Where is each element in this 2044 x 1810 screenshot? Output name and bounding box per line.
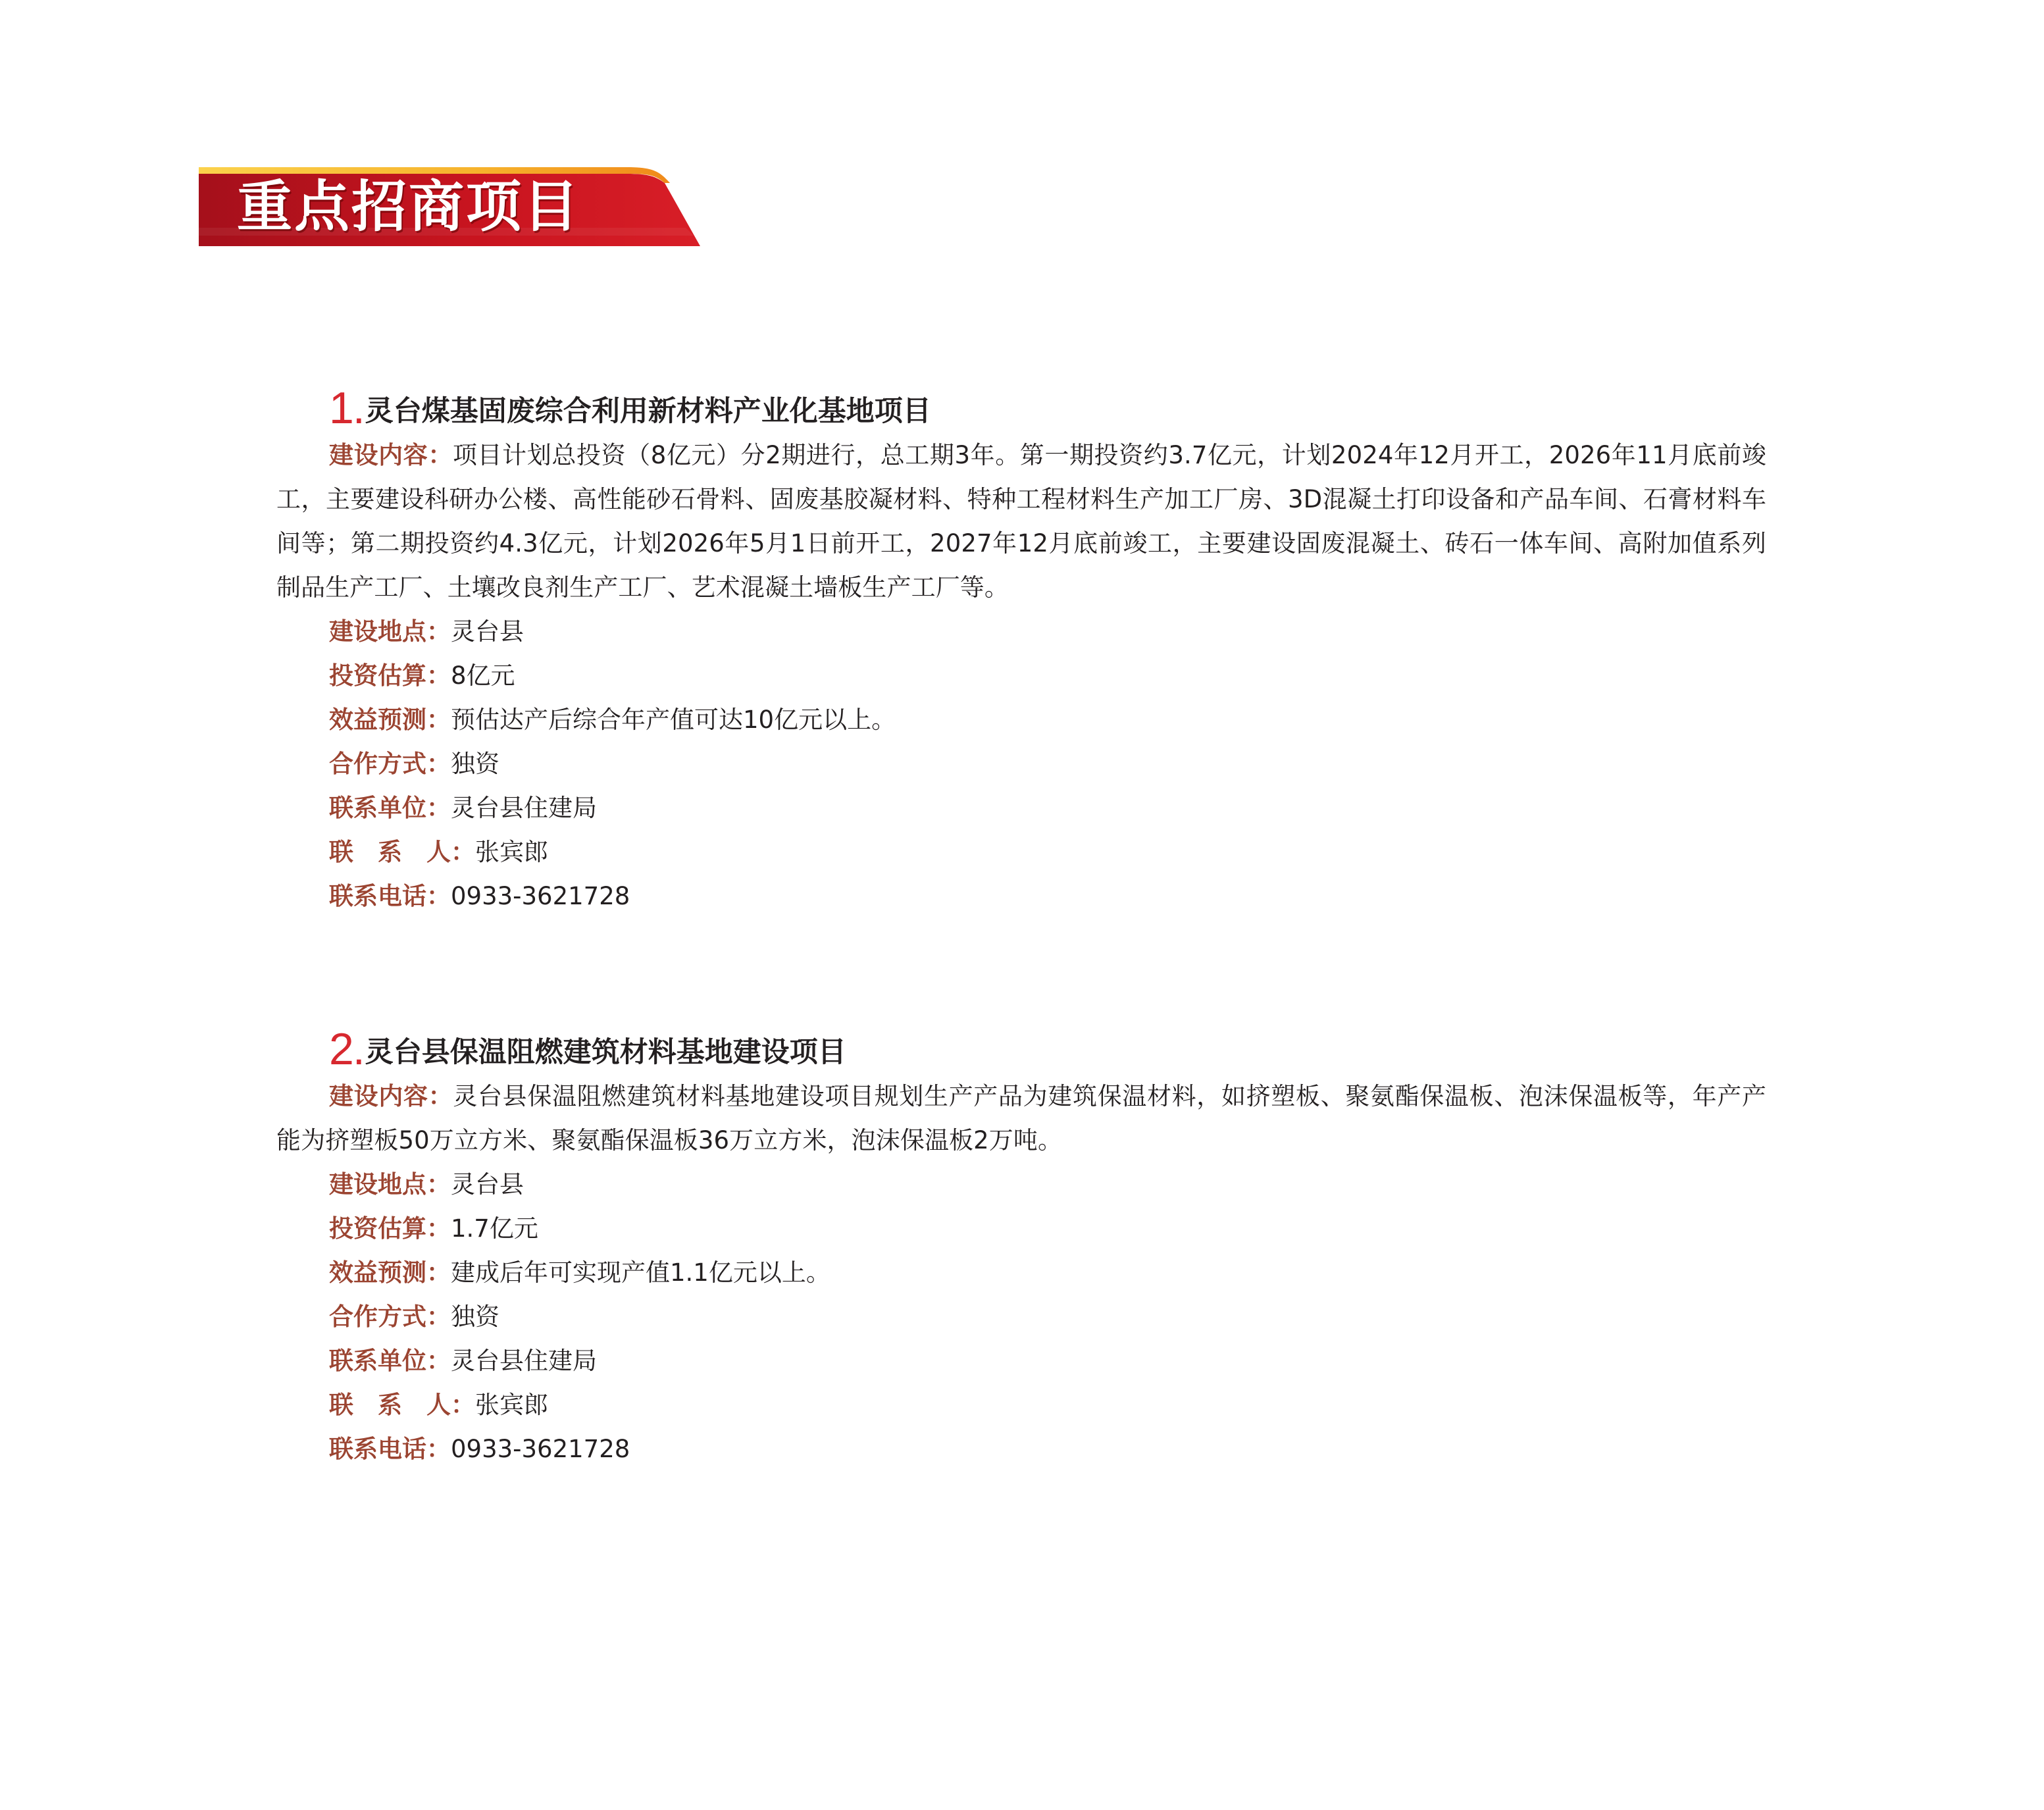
label-location: 建设地点： — [329, 617, 451, 646]
field-investment — [276, 1206, 1766, 1251]
field-phone — [276, 1427, 1766, 1471]
field-benefit — [276, 1251, 1766, 1295]
field-content — [276, 433, 1766, 609]
field-person — [276, 830, 1766, 874]
value-cooperation: 独资 — [451, 750, 499, 778]
label-investment: 投资估算： — [329, 1214, 451, 1243]
label-person: 联 系 人： — [329, 1391, 475, 1419]
label-investment: 投资估算： — [329, 661, 451, 690]
value-location: 灵台县 — [451, 617, 524, 646]
value-phone: 0933-3621728 — [451, 882, 630, 910]
section-banner — [199, 167, 700, 246]
value-investment: 8亿元 — [451, 661, 515, 690]
project-heading — [329, 1024, 1766, 1074]
project-number: 2. — [329, 1024, 364, 1074]
label-content: 建设内容： — [329, 441, 453, 469]
value-location: 灵台县 — [451, 1170, 524, 1199]
label-location: 建设地点： — [329, 1170, 451, 1199]
label-phone: 联系电话： — [329, 1435, 451, 1463]
value-phone: 0933-3621728 — [451, 1435, 630, 1463]
field-content — [276, 1074, 1766, 1162]
field-unit — [276, 786, 1766, 830]
project-title: 灵台县保温阻燃建筑材料基地建设项目 — [365, 1036, 846, 1069]
project-card — [276, 383, 1766, 918]
label-person: 联 系 人： — [329, 838, 475, 866]
project-number: 1. — [329, 383, 364, 433]
project-card — [276, 1024, 1766, 1471]
value-person: 张宾郎 — [475, 1391, 548, 1419]
label-cooperation: 合作方式： — [329, 1303, 451, 1331]
value-investment: 1.7亿元 — [451, 1214, 538, 1243]
field-cooperation — [276, 742, 1766, 786]
label-benefit: 效益预测： — [329, 1258, 451, 1287]
field-phone — [276, 874, 1766, 918]
field-cooperation — [276, 1295, 1766, 1339]
field-unit — [276, 1339, 1766, 1383]
field-location — [276, 1162, 1766, 1206]
label-phone: 联系电话： — [329, 882, 451, 910]
label-unit: 联系单位： — [329, 794, 451, 822]
field-location — [276, 609, 1766, 654]
section-title: 重点招商项目 — [237, 174, 581, 239]
value-content: 灵台县保温阻燃建筑材料基地建设项目规划生产产品为建筑保温材料，如挤塑板、聚氨酯保温板、泡沫保温板等，年产产能为挤塑板50万立方米、聚氨酯保温板36万立方米，泡沫保温板2万吨。 — [276, 1082, 1767, 1154]
field-investment — [276, 654, 1766, 698]
label-content: 建设内容： — [329, 1082, 453, 1110]
label-cooperation: 合作方式： — [329, 750, 451, 778]
field-person — [276, 1383, 1766, 1427]
label-unit: 联系单位： — [329, 1347, 451, 1375]
project-heading — [329, 383, 1766, 433]
label-benefit: 效益预测： — [329, 706, 451, 734]
value-benefit: 预估达产后综合年产值可达10亿元以上。 — [451, 706, 896, 734]
value-cooperation: 独资 — [451, 1303, 499, 1331]
value-unit: 灵台县住建局 — [451, 1347, 597, 1375]
value-benefit: 建成后年可实现产值1.1亿元以上。 — [451, 1258, 830, 1287]
value-unit: 灵台县住建局 — [451, 794, 597, 822]
value-person: 张宾郎 — [475, 838, 548, 866]
project-title: 灵台煤基固废综合利用新材料产业化基地项目 — [365, 395, 931, 428]
field-benefit — [276, 698, 1766, 742]
value-content: 项目计划总投资（8亿元）分2期进行，总工期3年。第一期投资约3.7亿元，计划2024年12月开工，2026年11月底前竣工，主要建设科研办公楼、高性能砂石骨料、固废基胶凝材料、特种工程材料生产加工厂房、3D混凝土打印设备和产品车间、石膏材料车间等；第二期投资约4.3亿元，计划2026年5月1日前开工，2027年12月底前竣工，主要建设固废混凝土、砖石一体车间、高附加值系列制品生产工厂、土壤改良剂生产工厂、艺术混凝土墙板生产工厂等。 — [276, 441, 1767, 602]
